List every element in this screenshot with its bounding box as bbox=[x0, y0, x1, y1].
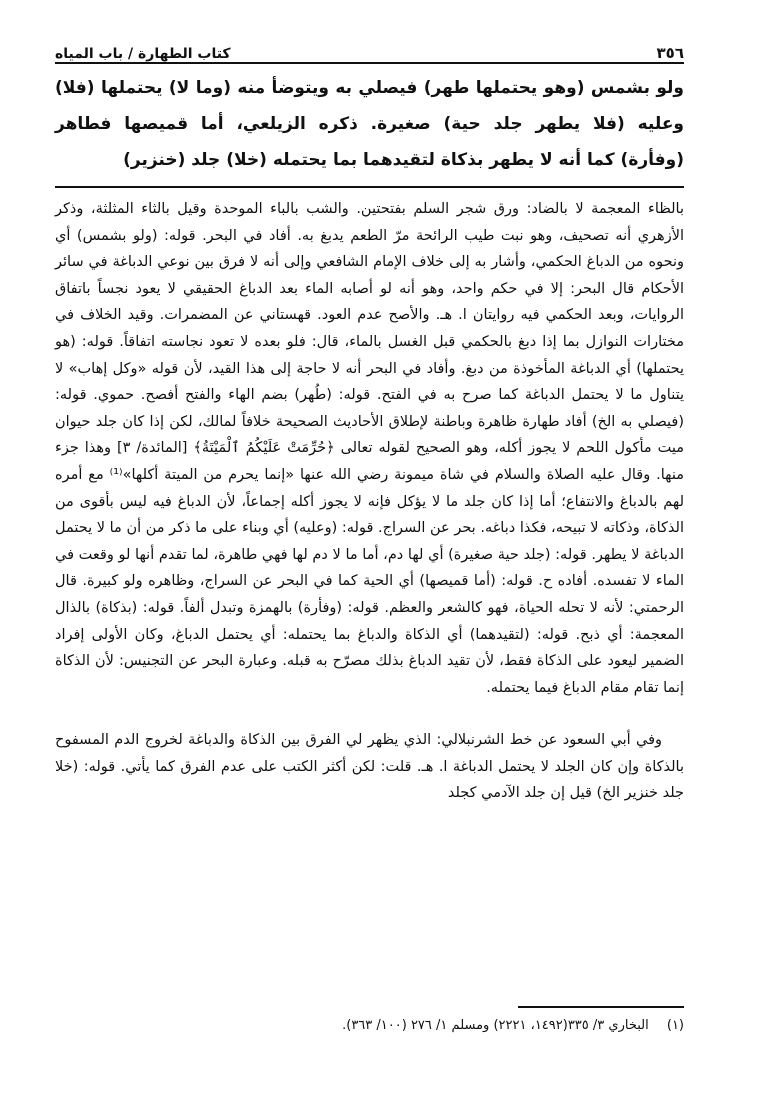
footnote-separator-rule bbox=[518, 1006, 684, 1008]
book-page bbox=[55, 0, 684, 1098]
matn-text-block bbox=[55, 70, 684, 178]
chapter-title: كتاب الطهارة / باب المياه bbox=[55, 46, 231, 62]
footnote-marker: (١) bbox=[666, 1018, 684, 1033]
running-header bbox=[55, 40, 684, 62]
footnote-text: البخاري ٣/ ٣٣٥(١٤٩٢، ٢٢٢١) ومسلم ١/ ٢٧٦ (١٠٠/ ٣٦٣). bbox=[342, 1018, 649, 1033]
commentary-paragraph: بالظاء المعجمة لا بالضاد: ورق شجر السلم بفتحتين. والشب بالباء الموحدة وقيل بالثاء المثلثة، وذكر الأزهري أنه تصحيف، وهو نبت طيب الرائحة مرّ الطعم يدبغ به. أفاد في البحر. قوله: (ولو بشمس) أي ونحوه من الدباغ الحكمي، وأشار به إلى خلاف الإمام الشافعي وإلى أنه لا فرق بين نوعي الدباغة في سائر الأحكام قال البحر: إلا في حكم واحد، وهو أنه لو أصابه الماء بعد الدباغ الحقيقي لا يعود نجساً باتفاق الروايات، وبعد الحكمي فيه روايتان ا. هـ. والأصح عدم العود. قهستاني عن المضمرات. وقيد الخلاف في مختارات النوازل بما إذا دبغ بالحكمي قبل الغسل بالماء، قال: فلو بعده لا تعود نجاسته اتفاقاً. قوله: (هو يحتملها) أي الدباغة المأخوذة من دبغ. وأفاد في البحر أنه لا حاجة إلى هذا القيد، لأن قوله «وكل إهاب» لا يتناول ما لا يحتمل الدباغة كما صرح به في الفتح. قوله: (طُهر) بضم الهاء والفتح أفصح. حموي. قوله: (فيصلي به الخ) أفاد طهارة ظاهرة وباطنة لإطلاق الأحاديث الصحيحة خلافاً لمالك، لكن إذا كان جلد حيوان ميت مأكول اللحم لا يجوز أكله، وهو الصحيح لقوله تعالى ﴿حُرِّمَتْ عَلَيْكُمُ ٱلْمَيْتَةُ﴾ [المائدة/ ٣] وهذا جزء منها. وقال عليه الصلاة والسلام في شاة ميمونة رضي الله عنها «إنما يحرم من الميتة أكلها»⁽¹⁾ مع أمره لهم بالدباغ والانتفاع؛ أما إذا كان جلد ما لا يؤكل فإنه لا يجوز أكله إجماعاً، لأن الدباغ فيه ليس بأقوى من الذكاة، وذكاته لا تبيحه، فكذا دباغه. بحر عن السراج. قوله: (وعليه) أي وبناء على ما ذكر من أن ما لا يحتمل الدباغة لا يطهر. قوله: (جلد حية صغيرة) أي لها دم، أما ما لا دم لها فهي طاهرة، لما تقدم أنها لو وقعت في الماء لا تفسده. أفاده ح. قوله: (أما قميصها) أي الحية كما في البحر عن السراج، وظاهره ولو كبيرة. قال الرحمتي: لأنه لا تحله الحياة، فهو كالشعر والعظم. قوله: (وفأرة) بالهمزة وتبدل ألفاً. قوله: (بذكاة) بالذال المعجمة: أي ذبح. قوله: (لتقيدهما) أي الذكاة والدباغ بما يحتمله: أي يحتمل الدباغ، وكان الأولى إفراد الضمير ليعود على الذكاة فقط، لأن تقيد الدباغ بذلك مصرّح به قبله. وعبارة البحر عن التجنيس: لأن الذكاة إنما تقام مقام الدباغ فيما يحتمله. bbox=[55, 201, 684, 696]
footnote-item bbox=[55, 1016, 684, 1036]
commentary-text-block bbox=[55, 196, 684, 807]
footnotes bbox=[55, 1016, 684, 1036]
header-rule bbox=[55, 62, 684, 64]
matn-separator-rule bbox=[55, 186, 684, 188]
page-number: ٣٥٦ bbox=[656, 44, 684, 62]
commentary-paragraph: وفي أبي السعود عن خط الشرنبلالي: الذي يظهر لي الفرق بين الذكاة والدباغة لخروج الدم المسفوح بالذكاة وإن كان الجلد لا يحتمل الدباغة ا. هـ. قلت: لكن أكثر الكتب على عدم الفرق كما يأتي. قوله: (خلا جلد خنزير الخ) قيل إن جلد الآدمي كجلد bbox=[55, 732, 684, 802]
matn-paragraph: ولو بشمس (وهو يحتملها طهر) فيصلي به ويتوضأ منه (وما لا) يحتملها (فلا) وعليه (فلا يطهر جلد حية) صغيرة. ذكره الزيلعي، أما قميصها فطاهر (وفأرة) كما أنه لا يطهر بذكاة لتقيدهما بما يحتمله (خلا) جلد (خنزير) bbox=[55, 78, 684, 170]
